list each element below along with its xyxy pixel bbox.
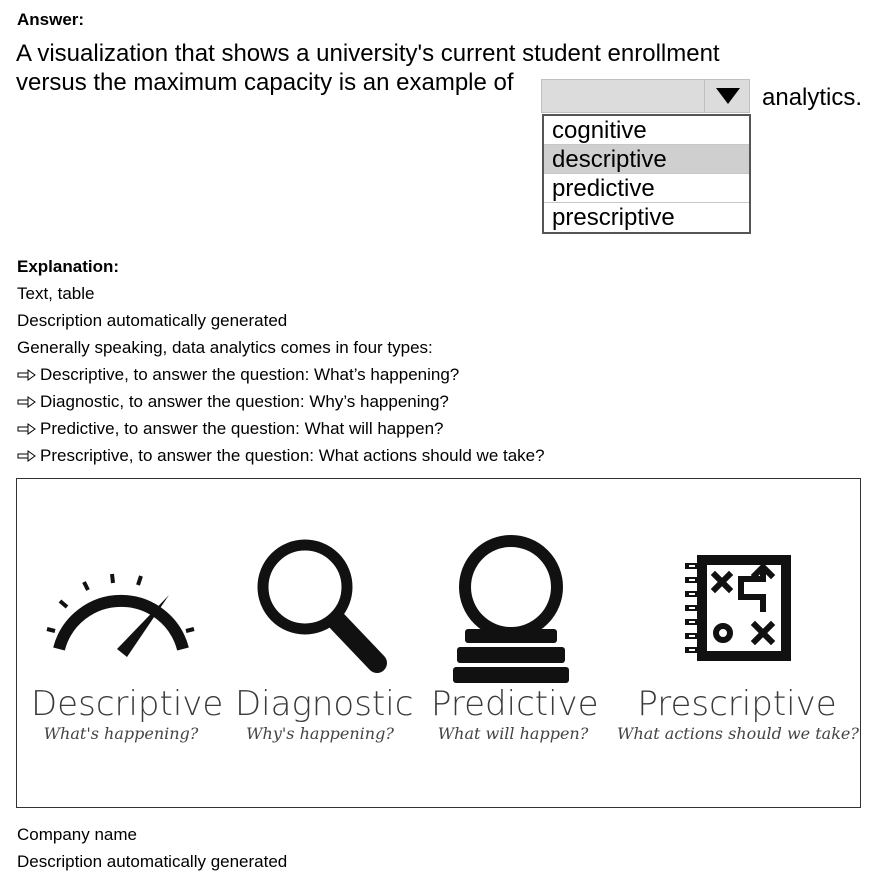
bullet-text: Prescriptive, to answer the question: What actions should we take? [40, 446, 545, 465]
figure-subtitle-predictive: What will happen? [437, 724, 589, 743]
alt-description-2: Description automatically generated [17, 852, 288, 871]
figure-title-predictive: Predictive [431, 684, 599, 724]
speedometer-icon [45, 571, 197, 661]
question-line-1: A visualization that shows a university's current student enrollment [16, 40, 720, 67]
crystal-ball-icon [449, 529, 573, 689]
bullet-item [17, 419, 444, 438]
dropdown-option-prescriptive[interactable]: prescriptive [552, 204, 675, 231]
dropdown-options-list [542, 114, 751, 234]
figure-title-diagnostic: Diagnostic [235, 684, 414, 724]
analytics-types-figure [16, 478, 861, 808]
question-line-2: versus the maximum capacity is an example of [16, 69, 514, 96]
playbook-icon [683, 551, 795, 665]
alt-text-1: Text, table [17, 284, 95, 303]
figure-title-descriptive: Descriptive [31, 684, 224, 724]
dropdown-option-cognitive[interactable]: cognitive [544, 116, 749, 145]
bullet-text: Diagnostic, to answer the question: Why’s happening? [40, 392, 449, 411]
bullet-item [17, 446, 545, 465]
bullet-item [17, 365, 459, 384]
explanation-intro: Generally speaking, data analytics comes in four types: [17, 338, 433, 357]
chevron-down-icon [716, 88, 740, 104]
explanation-heading: Explanation: [17, 257, 120, 276]
arrow-bullet-icon [17, 369, 36, 381]
answer-suffix: analytics. [762, 84, 863, 111]
figure-subtitle-prescriptive: What actions should we take? [617, 724, 859, 743]
dropdown-option-descriptive[interactable]: descriptive [544, 145, 749, 174]
bullet-item [17, 392, 449, 411]
dropdown-option-predictive[interactable]: predictive [544, 174, 749, 203]
magnifier-icon [255, 537, 387, 673]
dropdown-toggle[interactable] [704, 80, 750, 112]
arrow-bullet-icon [17, 450, 36, 462]
answer-heading: Answer: [17, 10, 85, 29]
figure-subtitle-diagnostic: Why's happening? [246, 724, 394, 743]
bullet-text: Descriptive, to answer the question: What’s happening? [40, 365, 460, 384]
bullet-text: Predictive, to answer the question: What will happen? [40, 419, 444, 438]
alt-description-1: Description automatically generated [17, 311, 288, 330]
alt-text-2: Company name [17, 825, 138, 844]
arrow-bullet-icon [17, 396, 36, 408]
figure-title-prescriptive: Prescriptive [637, 684, 837, 724]
arrow-bullet-icon [17, 423, 36, 435]
figure-subtitle-descriptive: What's happening? [43, 724, 199, 743]
